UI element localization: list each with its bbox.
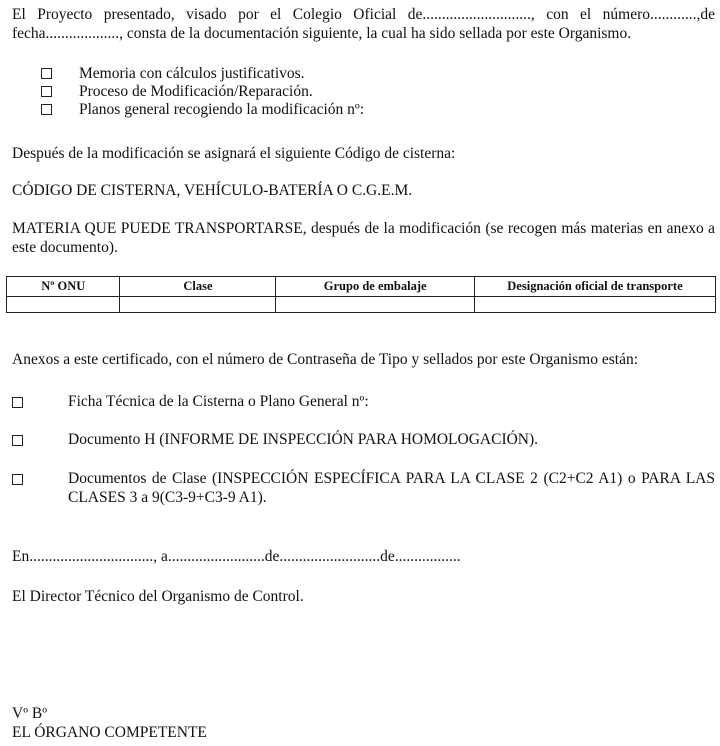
table-cell[interactable] — [276, 297, 475, 313]
annex-item-label: Documentos de Clase (INSPECCIÓN ESPECÍFICA PARA LA CLASE 2 (C2+C2 A1) o PARA LAS CLASES 3 a 9(C3-9+C3-9 A1). — [68, 470, 715, 506]
checklist-item — [41, 100, 364, 118]
anexos-intro: Anexos a este certificado, con el número de Contraseña de Tipo y sellados por este Organismo están: — [12, 351, 639, 368]
tank-code-heading: CÓDIGO DE CISTERNA, VEHÍCULO-BATERÍA O C.G.E.M. — [12, 182, 413, 199]
director-signature-label: El Director Técnico del Organismo de Control. — [12, 588, 304, 605]
checklist-item — [41, 82, 364, 100]
vobo-label: Vº Bº — [12, 705, 48, 722]
table-cell[interactable] — [120, 297, 276, 313]
table-cell[interactable] — [474, 297, 715, 313]
intro-paragraph: El Proyecto presentado, visado por el Colegio Oficial de............................, con el número............,de fecha..................., consta de la documentación siguiente, la cual ha sido sellada por este Organismo. — [12, 6, 715, 42]
checklist-item-label: Memoria con cálculos justificativos. — [79, 65, 305, 82]
after-modification-text: Después de la modificación se asignará el siguiente Código de cisterna: — [12, 145, 456, 162]
checklist-item-label: Proceso de Modificación/Reparación. — [79, 83, 313, 100]
annex-item-label: Ficha Técnica de la Cisterna o Plano General nº: — [68, 393, 369, 410]
checkbox[interactable] — [41, 104, 52, 115]
documentation-checklist — [41, 64, 364, 118]
column-header-clase: Clase — [120, 277, 276, 297]
annex-item — [12, 392, 715, 411]
materials-table — [6, 276, 716, 313]
checkbox[interactable] — [41, 86, 52, 97]
column-header-grupo: Grupo de embalaje — [276, 277, 475, 297]
checkbox[interactable] — [12, 435, 23, 446]
table-cell[interactable] — [7, 297, 120, 313]
checklist-item-label: Planos general recogiendo la modificación nº: — [79, 101, 365, 118]
checkbox[interactable] — [41, 68, 52, 79]
materia-paragraph: MATERIA QUE PUEDE TRANSPORTARSE, después de la modificación (se recogen más materias en anexo a este documento). — [12, 220, 715, 256]
annex-item — [12, 469, 715, 507]
checklist-item — [41, 64, 364, 82]
annex-item — [12, 430, 715, 449]
annex-item-label: Documento H (INFORME DE INSPECCIÓN PARA HOMOLOGACIÓN). — [68, 431, 539, 448]
table-row — [7, 297, 716, 313]
checkbox[interactable] — [12, 474, 23, 485]
table-header-row — [7, 277, 716, 297]
checkbox[interactable] — [12, 397, 23, 408]
competent-authority-label: EL ÓRGANO COMPETENTE — [12, 724, 207, 741]
place-date-line: En................................, a.........................de..........................de................. — [12, 548, 461, 565]
column-header-designacion: Designación oficial de transporte — [474, 277, 715, 297]
column-header-onu: Nº ONU — [7, 277, 120, 297]
